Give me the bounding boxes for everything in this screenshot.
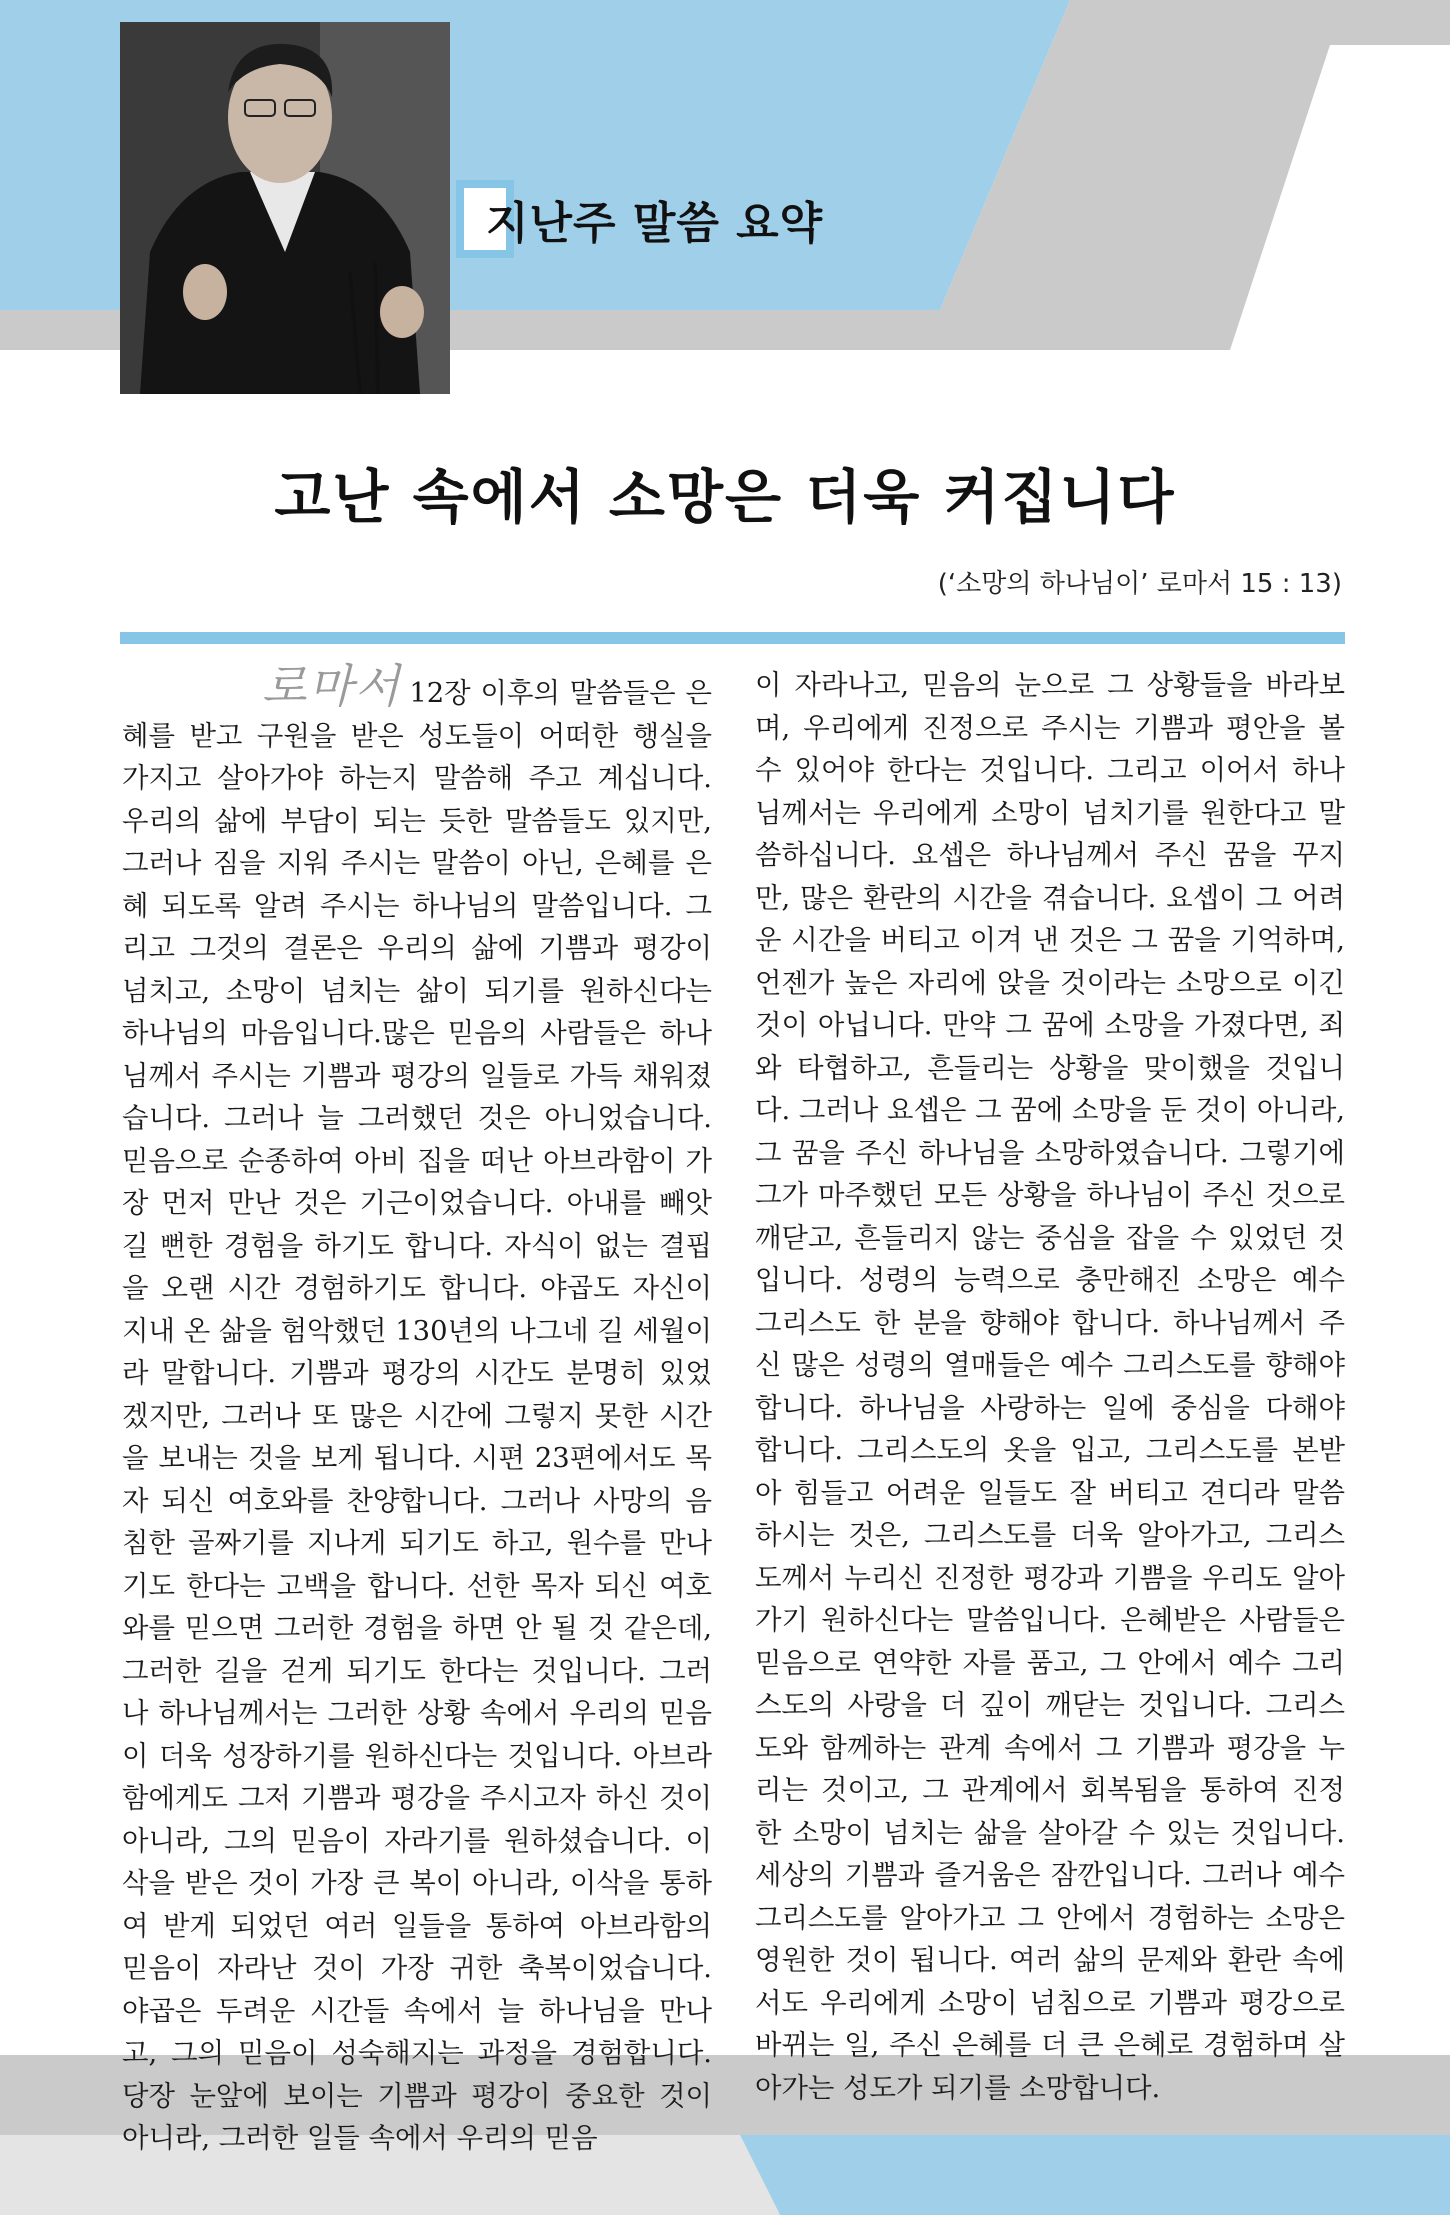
left-column-body: 12장 이후의 말씀들은 은혜를 받고 구원을 받은 성도들이 어떠한 행실을 가지고 살아가야 하는지 말씀해 주고 계십니다. 우리의 삶에 부담이 되는 듯한 말씀들도 있지만, 그러나 짐을 지워 주시는 말씀이 아닌, 은혜를 은혜 되도록 알려 주시는 하나님의 말씀입니다. 그리고 그것의 결론은 우리의 삶에 기쁨과 평강이 넘치고, 소망이 넘치는 삶이 되기를 원하신다는 하나님의 마음입니다.많은 믿음의 사람들은 하나님께서 주시는 기쁨과 평강의 일들로 가득 채워졌습니다. 그러나 늘 그러했던 것은 아니었습니다. 믿음으로 순종하여 아비 집을 떠난 아브라함이 가장 먼저 만난 것은 기근이었습니다. 아내를 빼앗길 뻔한 경험을 하기도 합니다. 자식이 없는 결핍을 오랜 시간 경험하기도 합니다. 야곱도 자신이 지내 온 삶을 험악했던 130년의 나그네 길 세월이라 말합니다. 기쁨과 평강의 시간도 분명히 있었겠지만, 그러나 또 많은 시간에 그렇지 못한 시간을 보내는 것을 보게 됩니다. 시편 23편에서도 목자 되신 여호와를 찬양합니다. 그러나 사망의 음침한 골짜기를 지나게 되기도 하고, 원수를 만나기도 한다는 고백을 합니다. 선한 목자 되신 여호와를 믿으면 그러한 경험을 하면 안 될 것 같은데, 그러한 길을 걷게 되기도 한다는 것입니다. 그러나 하나님께서는 그러한 상황 속에서 우리의 믿음이 더욱 성장하기를 원하신다는 것입니다. 아브라함에게도 그저 기쁨과 평강을 주시고자 하신 것이 아니라, 그의 믿음이 자라기를 원하셨습니다. 이삭을 받은 것이 가장 큰 복이 아니라, 이삭을 통하여 받게 되었던 여러 일들을 통하여 아브라함의 믿음이 자라난 것이 가장 귀한 축복이었습니다. 야곱은 두려운 시간들 속에서 늘 하나님을 만나고, 그의 믿음이 성숙해지는 과정을 경험합니다. 당장 눈앞에 보이는 기쁨과 평강이 중요한 것이 아니라, 그러한 일들 속에서 우리의 믿음 bbox=[122, 678, 712, 2154]
section-label-text: 지난주 말씀 요약 bbox=[486, 198, 824, 249]
title-divider bbox=[120, 632, 1345, 644]
article-title: 고난 속에서 소망은 더욱 커집니다 bbox=[274, 463, 1176, 531]
article-column-right bbox=[755, 665, 1345, 2110]
section-label bbox=[456, 180, 823, 258]
dropcap-word: 로마서 bbox=[262, 659, 402, 713]
scripture-reference: (‘소망의 하나님이’ 로마서 15 : 13) bbox=[937, 569, 1342, 599]
footer-blue-band bbox=[740, 2135, 1450, 2215]
speaker-photo bbox=[120, 22, 450, 394]
article-column-left bbox=[122, 659, 712, 2161]
right-column-body: 이 자라나고, 믿음의 눈으로 그 상황들을 바라보며, 우리에게 진정으로 주시는 기쁨과 평안을 볼 수 있어야 한다는 것입니다. 그리고 이어서 하나님께서는 우리에게 소망이 넘치기를 원한다고 말씀하십니다. 요셉은 하나님께서 주신 꿈을 꾸지만, 많은 환란의 시간을 겪습니다. 요셉이 그 어려운 시간을 버티고 이겨 낸 것은 그 꿈을 기억하며, 언젠가 높은 자리에 앉을 것이라는 소망으로 이긴 것이 아닙니다. 만약 그 꿈에 소망을 가졌다면, 죄와 타협하고, 흔들리는 상황을 맞이했을 것입니다. 그러나 요셉은 그 꿈에 소망을 둔 것이 아니라, 그 꿈을 주신 하나님을 소망하였습니다. 그렇기에 그가 마주했던 모든 상황을 하나님이 주신 것으로 깨닫고, 흔들리지 않는 중심을 잡을 수 있었던 것입니다. 성령의 능력으로 충만해진 소망은 예수 그리스도 한 분을 향해야 합니다. 하나님께서 주신 많은 성령의 열매들은 예수 그리스도를 향해야 합니다. 하나님을 사랑하는 일에 중심을 다해야 합니다. 그리스도의 옷을 입고, 그리스도를 본받아 힘들고 어려운 일들도 잘 버티고 견디라 말씀하시는 것은, 그리스도를 더욱 알아가고, 그리스도께서 누리신 진정한 평강과 기쁨을 우리도 알아 가기 원하신다는 말씀입니다. 은혜받은 사람들은 믿음으로 연약한 자를 품고, 그 안에서 예수 그리스도의 사랑을 더 깊이 깨닫는 것입니다. 그리스도와 함께하는 관계 속에서 그 기쁨과 평강을 누리는 것이고, 그 관계에서 회복됨을 통하여 진정한 소망이 넘치는 삶을 살아갈 수 있는 것입니다. 세상의 기쁨과 즐거움은 잠깐입니다. 그러나 예수 그리스도를 알아가고 그 안에서 경험하는 소망은 영원한 것이 됩니다. 여러 삶의 문제와 환란 속에서도 우리에게 소망이 넘침으로 기쁨과 평강으로 바뀌는 일, 주신 은혜를 더 큰 은혜로 경험하며 살아가는 성도가 되기를 소망합니다. bbox=[755, 670, 1345, 2104]
speaker-silhouette bbox=[120, 22, 450, 394]
